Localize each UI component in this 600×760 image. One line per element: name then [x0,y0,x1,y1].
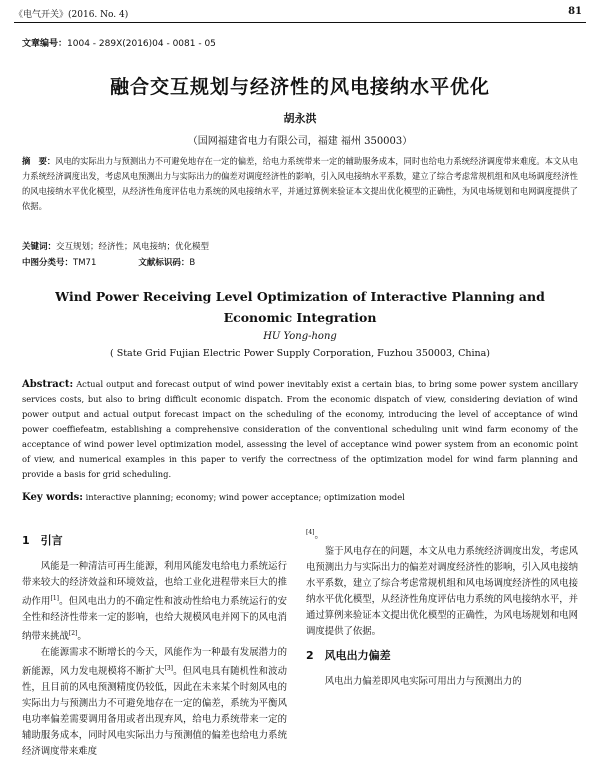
affiliation-english: ( State Grid Fujian Electric Power Supply Corporation, Fuzhou 350003, China) [109,348,491,359]
body-paragraph: 在能源需求不断增长的今天，风能作为一种最有发展潜力的新能源，风力发电规模将不断扩大[3]。但风电具有随机性和波动性，且目前的风电预测精度仍较低，因此在未来某个时刻风电的实际出力与预测出力不可避免地存在一定的偏差，系统为平衡风电功率偏差需要调用备用或者出现弃风，给电力系统带来一定的辅助服务成本，同时风电实际出力与预测值的偏差也给电力系统经济调度带来难度 [22,647,287,758]
article-number-value: 1004 - 289X(2016)04 - 0081 - 05 [67,39,216,49]
abstract-chinese-label: 摘 要： [22,156,56,166]
body-paragraph: 鉴于风电存在的问题，本文从电力系统经济调度出发，考虑风电预测出力与实际出力的偏差对调度经济性的影响，引入风电接纳水平系数，建立了综合考虑常规机组和风电场调度经济性的风电接纳水平优化模型，从经济性角度评估电力系统的风电接纳水平，并通过算例来验证本文提出优化模型的正确性，为风电场规划和电网调度提供了依据。 [306,546,578,638]
classification-label: 中图分类号： [22,258,74,268]
citation: [2] [68,630,78,638]
body-column-right [306,525,578,690]
title-english: Wind Power Receiving Level Optimization of Interactive Planning and Economic Integration [55,289,545,325]
classification-line [22,256,195,268]
page-number: 81 [568,6,582,17]
article-number [22,36,216,49]
document-code-label: 文献标识码： [138,258,190,268]
keywords-english [22,492,405,503]
author-english: HU Yong-hong [263,331,337,342]
running-header-journal: 《电气开关》(2016. No. 4) [14,10,129,20]
classification-value: TM71 [73,258,97,268]
abstract-chinese [22,154,578,214]
citation: [3] [164,665,173,673]
section-heading-wind-deviation: 2 风电出力偏差 [306,649,391,663]
keywords-chinese-text: 交互规划；经济性；风电接纳；优化模型 [56,242,210,252]
abstract-chinese-text: 风电的实际出力与预测出力不可避免地存在一定的偏差，给电力系统带来一定的辅助服务成本，同时也给电力系统经济调度带来难度。本文从电力系统经济调度出发，考虑风电预测出力与实际出力的偏差对调度经济性的影响，引入风电接纳水平系数，建立了综合考虑常规机组和风电场调度经济性的风电接纳水平优化模型，从经济性角度评估电力系统的风电接纳水平，并通过算例来验证本文提出优化模型的正确性，为风电场规划和电网调度提供了依据。 [22,156,578,211]
affiliation-chinese: （国网福建省电力有限公司，福建 福州 350003） [187,136,413,147]
title-chinese: 融合交互规划与经济性的风电接纳水平优化 [109,76,490,98]
document-code-value: B [189,258,196,268]
body-paragraph: 风能是一种清洁可再生能源，利用风能发电给电力系统运行带来较大的经济效益和环境效益，也给工业化进程带来巨大的推动作用[1]。但风电出力的不确定性和波动性给电力系统运行的安全性和经济性带来一定的影响，也给大规模风电并网下的风电消纳带来挑战[2]。 [22,561,287,643]
abstract-english-text: Actual output and forecast output of wind power inevitably exist a certain bias, to bring some power system ancillary services costs, but also to bring difficult economic dispatch. From the economic dispatch of view, considering deviation of wind power output and actual output forecast impact on the scheduling of the economy, introducing the level of acceptance of wind power coeffiefeatm, establishing a comprehensive consideration of the conventional scheduling unit wind farm economy of the acceptance of wind power level optimization model, assessing the level of acceptance wind power system from an economic point of view, and numerical examples in this paper to verify the correctness of the optimization model for wind farm planning and provide a basis for grid scheduling. [22,379,579,479]
keywords-chinese [22,240,209,252]
keywords-chinese-label: 关键词： [22,242,57,252]
keywords-english-label: Key words: [22,492,83,503]
citation: [1] [50,595,59,602]
keywords-english-text: interactive planning; economy; wind power acceptance; optimization model [85,492,405,502]
abstract-english [22,377,578,482]
section-heading-introduction: 1 引言 [22,534,63,547]
citation: [4] [306,529,315,536]
author-chinese: 胡永洪 [283,112,317,125]
body-paragraph: 风电出力偏差即风电实际可用出力与预测出力的 [324,676,522,688]
body-column-left [22,525,287,760]
body-paragraph-continued: [4]。 [306,529,324,542]
article-number-label: 文章编号： [22,39,68,49]
abstract-english-label: Abstract: [22,379,74,390]
header-rule [14,22,586,23]
